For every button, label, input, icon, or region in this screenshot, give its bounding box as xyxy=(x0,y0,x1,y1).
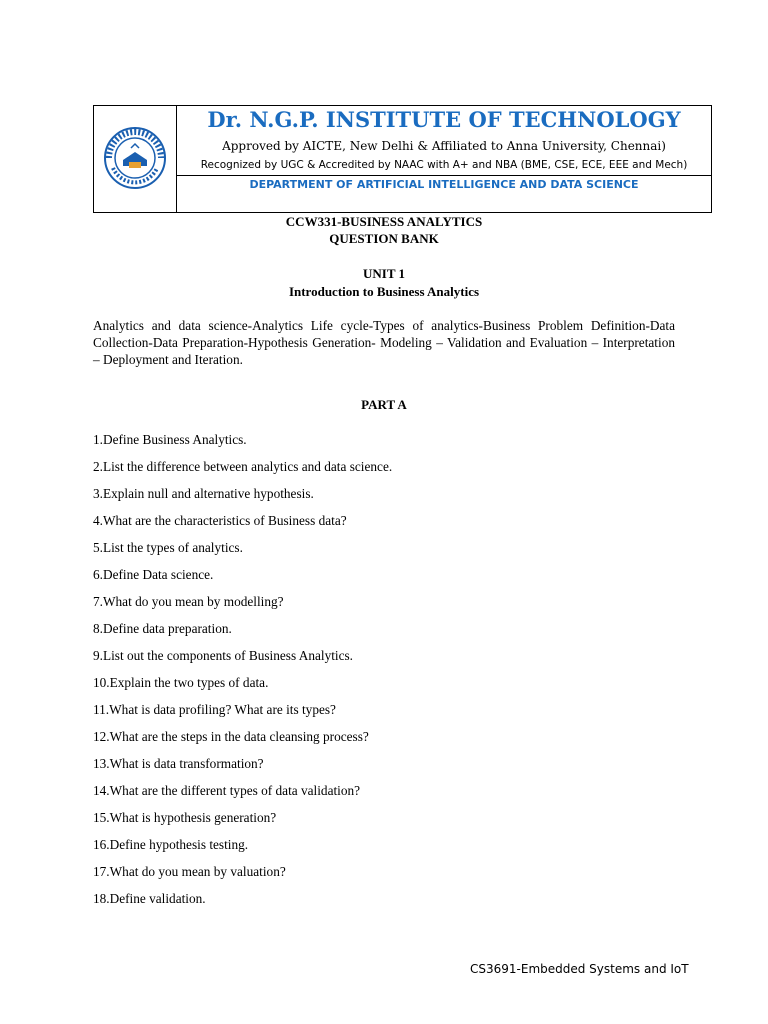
part-heading: PART A xyxy=(361,397,407,412)
question-item: 11.What is data profiling? What are its types? xyxy=(93,702,336,717)
page-footer: CS3691-Embedded Systems and IoT xyxy=(470,962,689,976)
question-item: 8.Define data preparation. xyxy=(93,621,232,636)
logo-cell xyxy=(94,106,177,212)
question-item: 16.Define hypothesis testing. xyxy=(93,837,249,852)
header-divider xyxy=(176,175,712,176)
recognition-line: Recognized by UGC & Accredited by NAAC with A+ and NBA (BME, CSE, ECE, EEE and Mech) xyxy=(200,159,688,171)
question-item: 5.List the types of analytics. xyxy=(93,540,243,555)
question-item: 15.What is hypothesis generation? xyxy=(93,810,277,825)
institute-name: Dr. N.G.P. INSTITUTE OF TECHNOLOGY xyxy=(207,107,681,132)
syllabus-paragraph: Analytics and data science-Analytics Life cycle-Types of analytics-Business Problem Definition-Data Collection-Data Preparation-Hypothesis Generation- Modeling – Validation and Evaluation – Interpretation – Deployment and Iteration. xyxy=(93,318,675,367)
approval-line: Approved by AICTE, New Delhi & Affiliated to Anna University, Chennai) xyxy=(222,139,666,153)
question-item: 4.What are the characteristics of Business data? xyxy=(93,513,347,528)
unit-number: UNIT 1 xyxy=(362,266,406,281)
course-title: CCW331-BUSINESS ANALYTICS xyxy=(285,214,483,229)
question-item: 10.Explain the two types of data. xyxy=(93,675,269,690)
institute-logo-icon xyxy=(103,126,167,190)
question-item: 17.What do you mean by valuation? xyxy=(93,864,286,879)
question-item: 3.Explain null and alternative hypothesis. xyxy=(93,486,314,501)
unit-title: Introduction to Business Analytics xyxy=(288,284,480,299)
question-item: 14.What are the different types of data validation? xyxy=(93,783,361,798)
question-item: 12.What are the steps in the data cleansing process? xyxy=(93,729,369,744)
question-item: 6.Define Data science. xyxy=(93,567,214,582)
question-item: 9.List out the components of Business Analytics. xyxy=(93,648,354,663)
question-item: 7.What do you mean by modelling? xyxy=(93,594,284,609)
question-item: 1.Define Business Analytics. xyxy=(93,432,247,447)
document-title: QUESTION BANK xyxy=(329,231,439,246)
department-name: DEPARTMENT OF ARTIFICIAL INTELLIGENCE AND DATA SCIENCE xyxy=(249,178,639,191)
question-item: 2.List the difference between analytics and data science. xyxy=(93,459,393,474)
question-item: 13.What is data transformation? xyxy=(93,756,264,771)
institute-header xyxy=(93,105,712,213)
question-item: 18.Define validation. xyxy=(93,891,206,906)
